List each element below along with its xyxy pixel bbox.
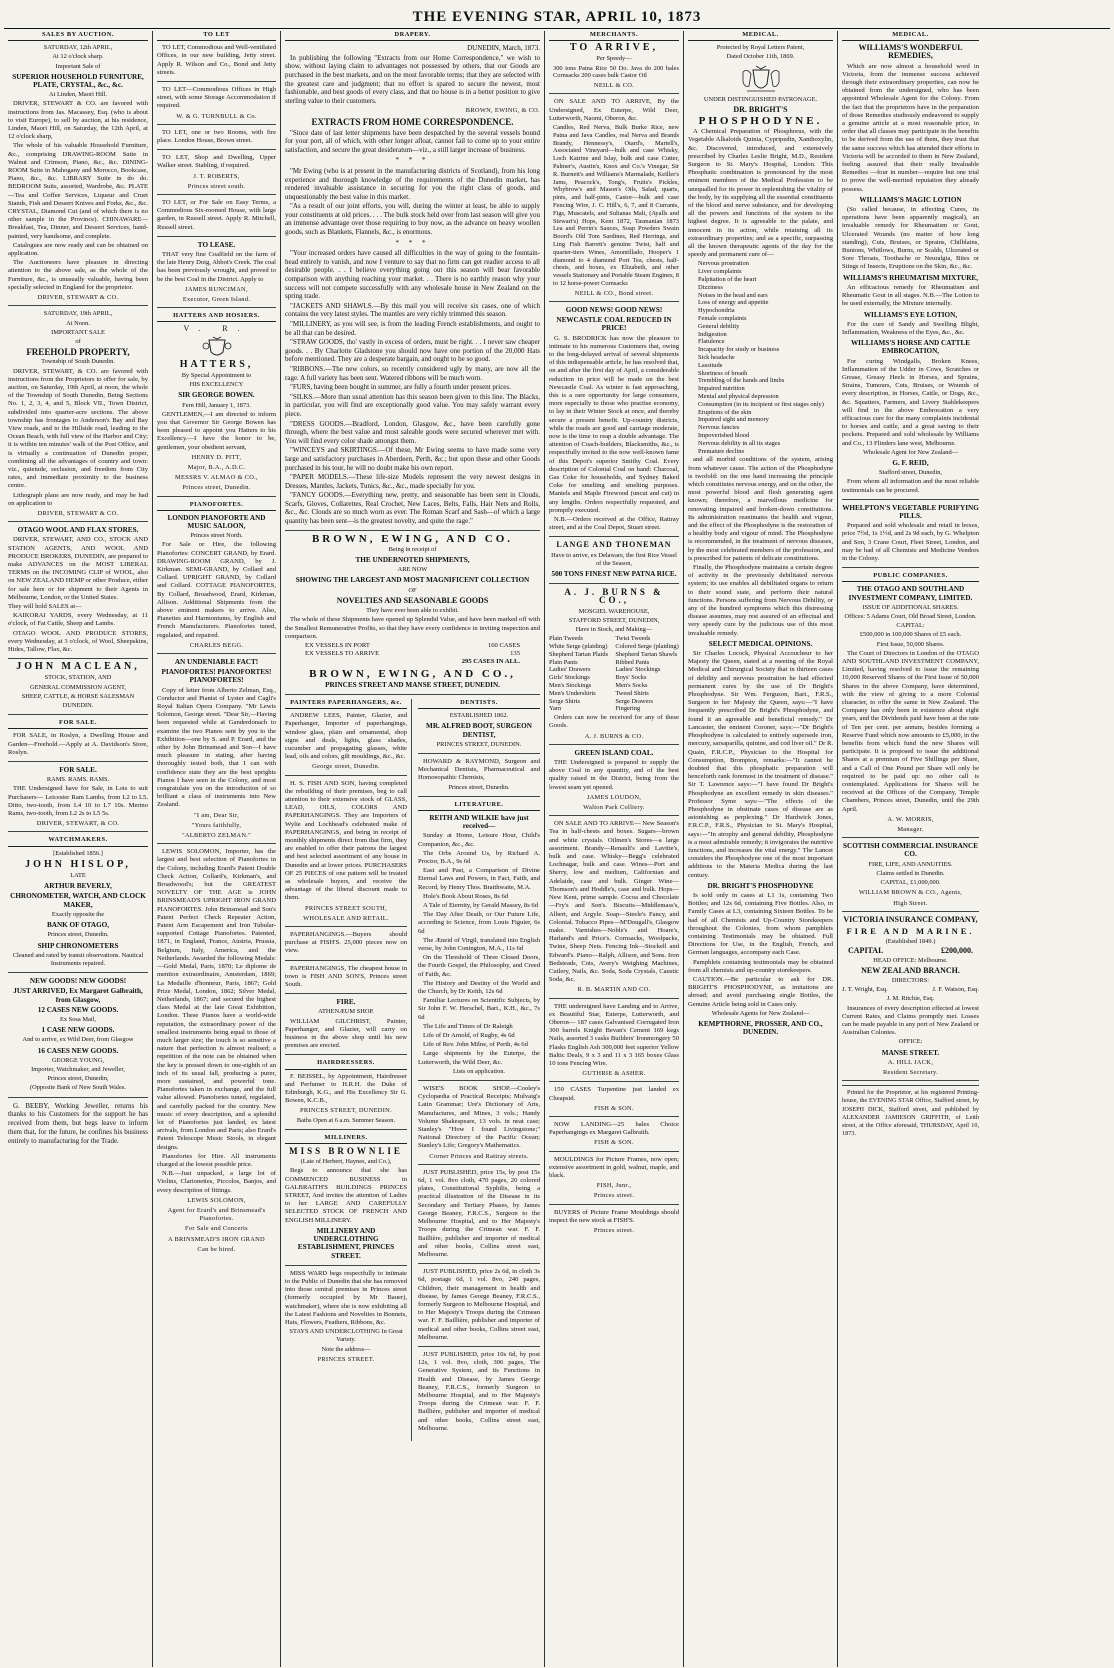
coal-ad: GOOD NEWS! GOOD NEWS! NEWCASTLE COAL REDUCED IN PRICE! G. S. BRODRICK has now the pleasure to intimate to his numerous Customers that, owing to the long-delayed arrival of several shipments of this indispensable article, he has resolved that, on and after the first day of April, a considerable reduction in price will be made on the best Newcastle Coal. As winter is fast approaching, this is a rare opportunity for large consumers, more especially to those who practise economy, to lay in their Winter Stock at once, and thereby secure a present benefit. Up-country districts, while the roads are good and carriage moderate, now is the time to reap a double advantage. The attention of Coach-builders, Blacksmiths, &c., is respectfully invited to the now well-known fame of this Depot's superior Smithy Coal. Every description of Colonial Coal on hand: Charcoal, Gas Coke for households, and Sydney Baked Coke for smelting and smelting purposes. Mantels and Maple Firewood (uncut and cut) in any lengths. Orders respectfully requested, and promptly executed. N.B.—Orders received at the Office, Rattray street, and at the Coal Depot, Stuart street. xyxy=(549,306,679,537)
piano-saloon-ad: LONDON PIANOFORTE AND MUSIC SALOON, Princes street North. For Sale or Hire, the following Pianofortes: CONCERT GRAND, by Erard. DRAWING-ROOM GRAND, by J. Kirkman. SEMI-GRAND, by Collard and Collard. UPRIGHT GRAND, by Collard and Collard. COTTAGE PIANOFORTES, By Collard, Broadwood, Erard, Kirkman, Allison. Additional Shipments from the above eminent makers to arrive. Also, Pianettes and Harmoniums, by English and French Manufacturers. Pianofortes tuned, regulated, and repaired. CHARLES BEGG. xyxy=(157,514,276,654)
to-let-ad: TO LET, Shop and Dwelling, Upper Walker street. Stabling, if required. J. T. ROBERTS, Princes street south. xyxy=(157,154,276,195)
maclean-ad: JOHN MACLEAN, STOCK, STATION, AND GENERAL COMMISSION AGENT, SHEEP, CATTLE, & HORSE SALESMAN DUNEDIN. xyxy=(8,663,148,715)
to-let-ad: TO LET, one or two Rooms, with fire place. London House, Brown street. xyxy=(157,129,276,150)
neill-sale-ad: ON SALE AND TO ARRIVE, By the Undersigned, Ex Euterpe, Wild Deer, Lutterworth, Naomi, Oberon, &c. Candles, Red Nerva, Bulk Burke Rice, new Patna and Java Candles, real Nerva and Brands Brandy, Hennessy's, Otard's, Martell's, Associated Vineyard—bulk and case Whisky, Loch Katrine and Islay, bulk and case Cutter, Palmer's, Austin's, Knox and Co.'s Vinegar, Sir R. Burnett's and Williams's Marmalade, Keiller's Jams, Peacock's, Tong's, Fruits's Pickles, Whybrow's and Mason's Oils, Salad, quarts, pints, and half-pints, Castor—bulk and case Fencing Wire, J. C. Hill's, 6, 7, and 8 Currants, Figs, Muscatels, and Sultanas Malt, (Ayalls and Stewart's) Hops, Kent 1872, Tasmanian 1873 Lea and Perrin's Sauces, Soap Powders Swain Boord's Old Tom Sardines, Red Herrings, and Ling Fish Barrett's genuine Twist, half and quarter-tiers Wines, Amontillado, Hooper's 1 diamond to 4 diamond Port Tea, chests, half-chests, and boxes, ex Elizabeth, and other vessels Stationary and Portable Steam Engines, 8 to 12 horse-power Cornsacks NEILL & CO., Bond street. xyxy=(549,98,679,302)
auction-ad-furniture: SATURDAY, 12th APRIL, At 12 o'clock sharp. Important Sale of SUPERIOR HOUSEHOLD FURNITURE, PLATE, CRYSTAL, &c., &c. At Linden, Maori Hill. DRIVER, STEWART & CO. are favored with instructions from Jas. Macassey, Esq. (who is about to visit Europe), to sell by auction, at his residence, Linden, Maori Hill, on Saturday, the 12th April, at 12 o'clock sharp, The whole of his valuable Household Furniture, &c., comprising DRAWING-ROOM Suite in Walnut and Crimson, Piano, &c., &c. DINING-ROOM Suite in Mahogany and Morocco, Bookcase, Piano, &c., &c. LIBRARY Suite in do do. BEDROOM Suits, assorted, Wardrobe, &c. PLATE—Tea and Coffee Services, Liqueur and Cruet Stands, Fish and Dessert Knives and Forks, &c., &c. CRYSTAL, Diamond Cut (and of which there is no other sample in the Province). CHINAWARE—Breakfast, Tea, Dinner, and Dessert Services, hand-painted, very handsome, and complete. Catalogues are now ready and can be obtained on application. The Auctioneers have pleasure in directing attention to the above sale, as the whole of the Furniture, &c., is unusually valuable, having been specially selected in England for the proprietor. DRIVER, STEWART & CO. xyxy=(8,44,148,306)
columns xyxy=(4,31,1110,1667)
whelpton-pills-ad: WHELPTON'S VEGETABLE PURIFYING PILLS. Prepared and sold wholesale and retail in boxes, price 7½d, 1s 1½d, and 2s 9d each, by G. Whelpton and Son, 3 Crane Court, Fleet Street, London, and may be had of all Chemists and Medicine Vendors in the Colony. xyxy=(842,504,979,568)
column-heading: MEDICAL. xyxy=(688,31,833,41)
section-heading: HATTERS AND HOSIERS. xyxy=(157,312,276,322)
williams-remedies-ad: WILLIAMS'S WONDERFUL REMEDIES, Which are now almost a household word in Victoria, from the immense success achieved through their extraordinary properties, can now be obtained from the undersigned, who has been appointed Wholesale Agent for the Colony. From the fact that the proprietors have in the preparation of those Remedies studiously endeavored to supply a genuine article at a most reasonable price, in order that all classes may participate in the benefits to be derived from the use of them, they trust that the same success which has attended their efforts in Victoria will be accorded to them in New Zealand, feeling assured that their really Invaluable Remedies —four in number—require but one trial to prove the well-merited reputation they already possess. WILLIAMS'S MAGIC LOTION (So called because, in effecting Cures, its operations have been apparently magical), an invaluable remedy for Rheumatism or Gout, Ulcerated Wounds (no matter of how long standing), Cuts, Bruises, or Sprains, Chilblains, Bunions, Whitlows, Burns, or Scalds, Ulcerated or Sore Throats, Toothache or Neuralgia, Bites or Stings of Insects, Eruptions on the Skin, &c., &c. WILLIAMS'S RHEUMATISM MIXTURE, An efficacious remedy for Rheumatism and Rheumatic Gout in all stages. N.B.—The Lotion to be used externally, the Mixture internally. WILLIAMS'S EYE LOTION, For the cure of Sandy and Swelling Blight, Inflammation, Weakness of the Eyes, &c., &c. WILLIAMS'S HORSE AND CATTLE EMBROCATION, For curing Windgalls, Broken Knees, Inflammation of the Udder in Cows, Scratches or Grease, Greasy Heels in Horses, and Sprains, Strains, Tumours, Cuts, Bruises, or Wounds of every description, in Horses, Cattle, or Dogs, &c., &c. Squatters, Farmers, and Livery Stablekeepers will find in the above Embrocation a very efficacious cure for the many complaints incidental to horses and cattle, and a great saving to their pockets. Prepared and sold wholesale by Williams and Co., 13 Flinders lane west, Melbourne. Wholesale Agent for New Zealand— G. F. REID, Stafford street, Dunedin, From whom all information and the most reliable testimonials can be procured. xyxy=(842,44,979,500)
to-let-ad: TO LET—Commodious Offices in High street, with some Storage Accommodation if required. W. & G. TURNBULL & Co. xyxy=(157,86,276,125)
ad-title: FREEHOLD PROPERTY, xyxy=(26,347,130,358)
auction-ad-freehold: SATURDAY, 19th APRIL, At Noon. IMPORTANT SALE of FREEHOLD PROPERTY, Township of South Dunedin. DRIVER, STEWART, & CO. are favored with instructions from the Proprietors to offer for sale, by auction, on Saturday, 19th April, at noon, the whole of the Township of South Dunedin, Being Sections No. 1, 2, 3, 4, and 5, Block VII., Town District, subdivided into quarter-acre sections. The above township has frontages to Anderson's Bay and Bay View roads, and to the Hillside road, leading to the Ocean Beach, with full view of the Harbor and City; it is within ten minutes' walk of the Post Office, and is virtually a continuation of Dunedin proper, combining all the advantages of country and town: viz., quietude, seclusion, and freedom from City rates, and immediate proximity to the business centre. Lithograph plans are now ready, and may be had on application to DRIVER, STEWART & CO. xyxy=(8,310,148,522)
to-let-ad: TO LET, Commodious and Well-ventilated Offices, in our new building, Jetty street. Apply R. Wilson and Co., Bond and Jetty streets. xyxy=(157,44,276,82)
column-heading: SALES BY AUCTION. xyxy=(8,31,148,41)
boot-dentist-ad: ESTABLISHED 1862. MR. ALFRED BOOT, SURGEON DENTIST, PRINCES STREET, DUNEDIN. xyxy=(418,712,540,754)
column-drapery xyxy=(281,31,545,1667)
books-subcolumn: DENTISTS. ESTABLISHED 1862. MR. ALFRED BOOT, SURGEON DENTIST, PRINCES STREET, DUNEDIN. HOWARD & RAYMOND, Surgeon and Mechanical Dentists, Pharmaceutical and Homoeopathic Chemists, Princes street, Dunedin. LITERATURE. REITH AND WILKIE have just received— Sunday at Home, Leisure Hour, Child's Companion, &c., &c. The Orbs Around Us, by Richard A. Proctor, B.A., 9s 6d East and Past, a Comparison of Divine Eternal Laws and Powers, in Fact, Faith, and Record, by Henry Thos. Braithwaite, M.A. Hole's Book About Roses, 8s 6d A Tale of Eternity, by Gerald Massey, 8s 6d The Day After Death, or Our Future Life, according to Science, from Louis Figuier, 6s 6d The Æneid of Virgil, translated into English verse, by John Conington, M.A., 11s 6d On the Threshold of Three Closed Doors, the Fourth Gospel, the Philosophy, and Creed of Faith, &c. The History and Destiny of the World and the Church, by Dr Keith, 12s 6d Familiar Lectures on Scientific Subjects, by Sir John F. W. Herschel, Bart., K.H., &c., 7s 6d The Life and Times of Dr Raleigh Life of Dr Arnold, of Rugby, 4s 6d Life of Rev. John Milne, of Perth, 4s 6d Large shipments by the Euterpe, the Lutterworth, the Wild Deer, &c. Lists on application. WISE'S BOOK SHOP.—Cooley's Cyclopædia of Practical Receipts; Mulvaig's Latin Grammar; Ure's Dictionary of Arts, Manufactures, and Mines, 3 vols.; Handy Volume Shakespeare, 13 vols. in neat case; Stanley's "How I found Livingstone;" National Directory of the Pacific Ocean; Stanley's Life; Gregory's Mathematics. Corner Princes and Rattray streets. JUST PUBLISHED, price 15s, by post 15s 6d, 1 vol. 8vo cloth, 470 pages, 20 colored plates, Constitutional Syphilis, being a practical illustration of the Disease in its Secondary and Tertiary Phases, by James George Beaney, F.R.C.S., Surgeon to the Melbourne Hospital, and to Her Majesty's Troops during the Crimean war. F. F. Baillière, publisher and importer of medical and other books, Collins street east, Melbourne. JUST PUBLISHED, price 2s 6d, in cloth 3s 6d, postage 6d, 1 vol. 8vo, 240 pages, Children, their management in health and disease, by James George Beaney, F.R.C.S., formerly Surgeon to Melbourne Hospital, and to Her Majesty's Troops during the Crimean war. F. F. Baillière, publisher and importer of medical and other books, Collins street east, Melbourne. JUST PUBLISHED, price 10s 6d, by post 12s, 1 vol. 8vo, cloth, 306 pages, The Generative System, and its Functions in Health and Disease, by James George Beaney, F.R.C.S., formerly Surgeon to Melbourne Hospital, and to Her Majesty's Troops during the Crimean war. F. F. Baillière, publisher and importer of medical and other books, Collins street east, Melbourne. xyxy=(418,698,540,1432)
solomon-ad: LEWIS SOLOMON, Importer, has the largest and best selection of Pianofortes in the Colony, including Erard's Patent Double Check Action, Collard's, Kirkman's, and Broadwood's; but the GREATEST NOVELTY OF THE AGE is JOHN BRINSMEAD'S UPRIGHT IRON GRAND PIANOFORTES. John Brinsmead and Son's Patent Perfect Check Repeater Action, Patent Arm Escapement and Iron Tubular-supported Cottage Pianofortes. Patented, 1871, in England, France, Austria, Prussia, Belgium, Italy, America, and the Netherlands. Awarded the following Medals:—Gold Medal, Paris, 1870; Le diplome de mention extraordinaire, Amsterdam, 1869; La Medaille d'honneur, Paris, 1867; Gold Prize Medal, London, 1862; Silver Medal, Netherlands, 1867; and secured the highest class Medal at the late Great Exhibition, London. These Pianos have a world-wide reputation, the extraordinary power of the smallest instruments being equal to those of much larger size; the touch is so sensitive a nature that perfection is almost realised; a repetition of the note can be obtained when the key is pressed down to one-eighth of an inch of its usual fall, producing a purer, more sustained, and powerful tone. Pianofortes taken in exchange, and the full value allowed. Pianofortes tuned, regulated, and carefully packed for the country. New music of every description, and a splendid lot of Pianofortes just landed, ex latest arrivals, from London and Paris; also Erard's Patent Telescope Music Stools, in elegant designs. Pianofortes for Hire. All instruments charged at the lowest possible price. N.B.—Just unpacked, a large lot of Violins, Clarionettes, Piccolos, Banjos, and every description of fittings. LEWIS SOLOMON, Agent for Erard's and Brinsmead's Pianofortes. For Sale and Concerts A BRINSMEAD'S IRON GRAND Can be hired. xyxy=(157,848,276,1253)
section-heading: PIANOFORTES. xyxy=(157,501,276,511)
column-medical-phosphodyne xyxy=(684,31,838,1667)
newspaper-title: THE EVENING STAR, APRIL 10, 1873 xyxy=(412,9,702,25)
lees-ad: ANDREW LEES, Painter, Glazier, and Paperhanger, Importer of paperhangings, window glass, plain and ornamental, shop signs and deals, lights, glass shades, cucumber and propagating glasses, white lead, oils and colors, gilt mouldings, &c., &c. George street, Dunedin. xyxy=(285,712,407,775)
beeby-ad: G. BEEBY, Working Jeweller, returns his thanks to his Customers for the support he has received from them, but begs leave to inform them that, for the future, he confines his business entirely to manufacturing for the Trade. xyxy=(8,1101,148,1145)
beissel-ad: F. BEISSEL, by Appointment, Hairdresser and Perfumer to H.R.H. the Duke of Edinburgh, K.G., and His Excellency Sir G. Bowen, K.C.B., PRINCES STREET, DUNEDIN. Baths Open at 6 a.m. Summer Season. xyxy=(285,1073,407,1130)
martin-sale-ad: ON SALE AND TO ARRIVE— New Season's Tea in half-chests and boxes. Sugars—brown and white crystals. Oilmen's Stores—a large assortment. Brandy—Renault's and Lavitte's, bulk and case. Whisky—Begg's celebrated Lochnagar, bulk and case. Wines—Port and Sherry, low and medium, Californian and Adelaide, case and bulk. Ginger Wine—Thomson's and Hoddle's, case and bulk. Hops—New Kent, prime sample. Cocoa and Chocolate—Fry's and Son's. Biscuits—Middlemass's, Albert, and Argyle. Soap—Steele's Fancy, and Colonial. Tobacco Pipes—M'Dougall's, Glasgow make. Varnishes—Noble's and Hoare's, Harland's and Price's. Cornsacks, Woolpacks, Twine, Sheep Nets. Fencing Ink—Stockell and Edward's. Piano—Ralph, Allison, and Sons. Iron Bedsteads, Cots, Avery's Weighing Machines, Cutlery, Nails, &c. Soda, Soda Crystals, Caustic Soda, &c. R. B. MARTIN AND CO. xyxy=(549,820,679,998)
section-heading: WATCHMAKERS. xyxy=(8,836,148,846)
wise-book-shop-ad: WISE'S BOOK SHOP.—Cooley's Cyclopædia of Practical Receipts; Mulvaig's Latin Grammar; Ure's Dictionary of Arts, Manufactures, and Mines, 3 vols.; Handy Volume Shakespeare, 13 vols. in neat case; Stanley's "How I found Livingstone;" National Directory of the Pacific Ocean; Stanley's Life; Gregory's Mathematics. Corner Princes and Rattray streets. xyxy=(418,1085,540,1165)
column-heading: TO LET xyxy=(157,31,276,41)
column-merchants: MERCHANTS. TO ARRIVE, Per Speedy— 300 tons Patna Rice 50 Do. Java do 200 bales Cornsacks 200 cases bulk Castor Oil NEILL & CO. ON SALE AND TO ARRIVE, By the Undersigned, Ex Euterpe, Wild Deer, Lutterworth, Naomi, Oberon, &c. Candles, Red Nerva, Bulk Burke Rice, new Patna and Java Candles, real Nerva and Brands Brandy, Hennessy's, Otard's, Martell's, Associated Vineyard—bulk and case Whisky, Loch Katrine and Islay, bulk and case Cutter, Palmer's, Austin's, Knox and Co.'s Vinegar, Sir R. Burnett's and Williams's Marmalade, Keiller's Jams, Peacock's, Tong's, Fruits's Pickles, Whybrow's and Mason's Oils, Salad, quarts, pints, and half-pints, Castor—bulk and case Fencing Wire, J. C. Hill's, 6, 7, and 8 Currants, Figs, Muscatels, and Sultanas Malt, (Ayalls and Stewart's) Hops, Kent 1872, Tasmanian 1873 Lea and Perrin's Sauces, Soap Powders Swain Boord's Old Tom Sardines, Red Herrings, and Ling Fish Barrett's genuine Twist, half and quarter-tiers Wines, Amontillado, Hooper's 1 diamond to 4 diamond Port Tea, chests, half-chests, and boxes, ex Elizabeth, and other vessels Stationary and Portable Steam Engines, 8 to 12 horse-power Cornsacks NEILL & CO., Bond street. GOOD NEWS! GOOD NEWS! NEWCASTLE COAL REDUCED IN PRICE! G. S. BRODRICK has now the pleasure to intimate to his numerous Customers that, owing to the long-delayed arrival of several shipments of this indispensable article, he has resolved that, on and after the first day of April, a considerable reduction in price will be made on the best Newcastle Coal. As winter is fast approaching, this is a rare opportunity for large consumers, more especially to those who practise economy, to lay in their Winter Stock at once, and thereby secure a present benefit. Up-country districts, while the roads are good and carriage moderate, now is the time to reap a double advantage. The attention of Coach-builders, Blacksmiths, &c., is respectfully invited to the now well-known fame of this Depot's superior Smithy Coal. Every description of Colonial Coal on hand: Charcoal, Gas Coke for households, and Sydney Baked Coke for smelting and smelting purposes. Mantels and Maple Firewood (uncut and cut) in any lengths. Orders respectfully requested, and promptly executed. N.B.—Orders received at the Office, Rattray street, and at the Coal Depot, Stuart street. LANGE AND THONEMAN Have to arrive, ex Delaware, the first Rice Vessel of the Season, 500 TONS FINEST NEW PATNA RICE. A. J. BURNS & CO., MOSGIEL WAREHOUSE, STAFFORD STREET, DUNEDIN, Have in Stock, and Making— Plain Tweeds White Serge (plaiding) Shepherd Tartan Plaids Plain Pants Ladies' Drawers Girls' Stockings Men's Stockings Men's Undershirts Serge Shirts Yarn Twist Tweeds Colored Serge (plaiding) Shepherd Tartan Shawls Ribbed Pants Ladies' Stockings Boys' Socks Men's Socks Tweed Shirts Serge Drawers Fingering Orders can now be received for any of these Goods. A. J. BURNS & CO. GREEN ISLAND COAL. THE Undersigned is prepared to supply the above Coal in any quantity, and of the best quality raised in the District, being from the lowest seam yet opened. JAMES LOUDON, Walton Park Colliery. ON SALE AND TO ARRIVE— New Season's Tea in half-chests and boxes. Sugars—brown and white crystals. Oilmen's Stores—a large assortment. Brandy—Renault's and Lavitte's, bulk and case. Whisky—Begg's celebrated Lochnagar, bulk and case. Wines—Port and Sherry, low and medium, Californian and Adelaide, case and bulk. Ginger Wine—Thomson's and Hoddle's, case and bulk. Hops—New Kent, prime sample. Cocoa and Chocolate—Fry's and Son's. Biscuits—Middlemass's, Albert, and Argyle. Soap—Steele's Fancy, and Colonial. Tobacco Pipes—M'Dougall's, Glasgow make. Varnishes—Noble's and Hoare's, Harland's and Price's. Cornsacks, Woolpacks, Twine, Sheep Nets. Fencing Ink—Stockell and Edward's. Piano—Ralph, Allison, and Sons. Iron Bedsteads, Cots, Avery's Weighing Machines, Cutlery, Nails, &c. Soda, Soda Crystals, Caustic Soda, &c. R. B. MARTIN AND CO. THE undersigned have Landing and to Arrive, ex Beautiful Star, Euterpe, Lutterworth, and Oberon— 187 cases Galvanised Corrugated Iron 300 barrels Knight Bevan's Cement 169 kegs Nails, assorted 3 casks Builders' Ironmongery 50 Flasks English Ash 300,000 feet superior Yellow Baltic Deals, 9 x 3 and 11 x 3 165 boxes Glass 10 tons Fencing Wire. GUTHRIE & ASHER. 150 CASES Turpentine just landed ex Cheapsid. FISH & SON. NOW LANDING—25 bales Choice Paperhangings ex Margaret Galbraith. FISH & SON. MOULDINGS for Picture Frames, now open; extensive assortment in gold, walnut, maple, and black. FISH, Junr., Princes street. BUYERS of Picture Frame Mouldings should inspect the new stock at FISH'S. Princes street. xyxy=(545,31,684,1667)
section-heading: PUBLIC COMPANIES. xyxy=(842,572,979,582)
howard-raymond-ad: HOWARD & RAYMOND, Surgeon and Mechanical Dentists, Pharmaceutical and Homoeopathic Chemists, Princes street, Dunedin. xyxy=(418,758,540,797)
brownlie-ad: MISS BROWNLIE (Late of Herbert, Haynes, and Co.), Begs to announce that she has COMMENCED BUSINESS in GALBRAITH'S BUILDINGS PRINCES STREET, And invites the attention of Ladies to her LARGE AND CAREFULLY SELECTED STOCK OF FRENCH AND ENGLISH MILLINERY. MILLINERY AND UNDERCLOTHING ESTABLISHMENT, PRINCES STREET. xyxy=(285,1147,407,1266)
hislop-ad: [Established 1856.] JOHN HISLOP, LATE ARTHUR BEVERLY, CHRONOMETER, WATCH, AND CLOCK MAKER, Exactly opposite the BANK OF OTAGO, Princes street, Dunedin. SHIP CHRONOMETERS Cleaned and rated by transit observations. Nautical Instruments repaired. xyxy=(8,850,148,973)
ad-signature: DRIVER, STEWART & CO. xyxy=(37,509,119,517)
victoria-insurance-ad: VICTORIA INSURANCE COMPANY, FIRE AND MARINE. (Established 1849.) CAPITAL £200,000. HEAD OFFICE: Melbourne. NEW ZEALAND BRANCH. DIRECTORS: J. T. Wright, Esq. J. F. Watson, Esq. J. M. Ritchie, Esq. Insurances of every description effected at lowest Current Rates, and Claims promptly met. Losses can be made payable in any port of New Zealand or Australian Colonies. OFFICE: MANSE STREET. A. HILL JACK, Resident Secretary. xyxy=(842,916,979,1081)
royal-arms-icon xyxy=(739,64,783,94)
ward-ad: MISS WARD begs respectfully to intimate to the Public of Dunedin that she has removed into those central premises in Princes street (formerly occupied by Mr Bauer), watchmaker), where she is now exhibiting all the Latest Fashions and Novelties in Bonnets, Hats, Flowers, Feathers, Ribbons, &c. STAYS AND UNDERCLOTHING In Great Variety. Note the address— PRINCES STREET. xyxy=(285,1269,407,1363)
green-island-coal-ad: GREEN ISLAND COAL. THE Undersigned is prepared to supply the above Coal in any quantity, and of the best quality raised in the District, being from the lowest seam yet opened. JAMES LOUDON, Walton Park Colliery. xyxy=(549,749,679,816)
lange-thoneman-ad: LANGE AND THONEMAN Have to arrive, ex Delaware, the first Rice Vessel of the Season, 500 TONS FINEST NEW PATNA RICE. xyxy=(549,541,679,584)
burns-mosgiel-ad: A. J. BURNS & CO., MOSGIEL WAREHOUSE, STAFFORD STREET, DUNEDIN, Have in Stock, and Making— Plain Tweeds White Serge (plaiding) Shepherd Tartan Plaids Plain Pants Ladies' Drawers Girls' Stockings Men's Stockings Men's Undershirts Serge Shirts Yarn Twist Tweeds Colored Serge (plaiding) Shepherd Tartan Shawls Ribbed Pants Ladies' Stockings Boys' Socks Men's Socks Tweed Shirts Serge Drawers Fingering Orders can now be received for any of these Goods. A. J. BURNS & CO. xyxy=(549,588,679,745)
printer-imprint: Printed for the Proprietor, at his registered Printing-house, the EVENING STAR Office, Stafford street, by JOSEPH DICK, Stafford street, and published by ALEXANDER JAMIESON GRIFFITH, of Leith street, at the Office aforesaid, THURSDAY, April 10, 1873. xyxy=(842,1089,979,1138)
column-heading: DRAPERY. xyxy=(285,31,540,41)
roslyn-sale-ad: FOR SALE, in Roslyn, a Dwelling House and Garden—Freehold.—Apply at A. Davidson's Store, Roslyn. xyxy=(8,732,148,762)
rams-sale-ad: FOR SALE. RAMS. RAMS. RAMS. THE Undersigned have for Sale, in Lots to suit Purchasers— Leicester Ram Lambs, from L2 to L5. Ditto, two-tooth, from L4 10 to L7 10s. Merino Rams, two-tooth, from L2 2s to L5 5s. DRIVER, STEWART, & CO. xyxy=(8,766,148,832)
hatters-ad: V. R. HATTERS, By Special Appointment to HIS EXCELLENCY SIR GEORGE BOWEN. Fern Hill, January 1, 1873. GENTLEMEN,—I am directed to inform you that Governor Sir George Bowen has been pleased to appoint you Hatters to his Excellency.—I have the honor to be, gentlemen, your obedient servant, HENRY D. PITT, Major, B.A., A.D.C. MESSRS V. ALMAO & CO., Princes street, Dunedin. xyxy=(157,325,276,496)
guthrie-asher-ad: THE undersigned have Landing and to Arrive, ex Beautiful Star, Euterpe, Lutterworth, and Oberon— 187 cases Galvanised Corrugated Iron 300 barrels Knight Bevan's Cement 169 kegs Nails, assorted 3 casks Builders' Ironmongery 50 Flasks English Ash 300,000 feet superior Yellow Baltic Deals, 9 x 3 and 11 x 3 165 boxes Glass 10 tons Fencing Wire. GUTHRIE & ASHER. xyxy=(549,1003,679,1083)
to-arrive-ad: TO ARRIVE, Per Speedy— 300 tons Patna Rice 50 Do. Java do 200 bales Cornsacks 200 cases bulk Castor Oil NEILL & CO. xyxy=(549,44,679,94)
reith-wilkie-ad: REITH AND WILKIE have just received— Sunday at Home, Leisure Hour, Child's Companion, &c., &c. The Orbs Around Us, by Richard A. Proctor, B.A., 9s 6d East and Past, a Comparison of Divine Eternal Laws and Powers, in Fact, Faith, and Record, by Henry Thos. Braithwaite, M.A. Hole's Book About Roses, 8s 6d A Tale of Eternity, by Gerald Massey, 8s 6d The Day After Death, or Our Future Life, according to Science, from Louis Figuier, 6s 6d The Æneid of Virgil, translated into English verse, by John Conington, M.A., 11s 6d On the Threshold of Three Closed Doors, the Fourth Gospel, the Philosophy, and Creed of Faith, &c. The History and Destiny of the World and the Church, by Dr Keith, 12s 6d Familiar Lectures on Scientific Subjects, by Sir John F. W. Herschel, Bart., K.H., &c., 7s 6d The Life and Times of Dr Raleigh Life of Dr Arnold, of Rugby, 4s 6d Life of Rev. John Milne, of Perth, 4s 6d Large shipments by the Euterpe, the Lutterworth, the Wild Deer, &c. Lists on application. xyxy=(418,814,540,1081)
column-to-let xyxy=(153,31,281,1667)
ad-title: SUPERIOR HOUSEHOLD FURNITURE, PLATE, CRYSTAL, &c., &c. xyxy=(12,72,144,90)
brown-ewing-correspondence: DUNEDIN, March, 1873. In publishing the following "Extracts from our Home Correspondence," we wish to show, without laying claim to advantages not possessed by others, that our Goods are purchased in the best markets, and on the most favorable terms; that they are selected with the greatest care and judgment; that no effort is spared to secure the newest, most fashionable, and best goods of every class, and that no house is in a better position to give sterling value to their customers. BROWN, EWING, & CO. EXTRACTS FROM HOME CORRESPONDENCE. "Since date of last letter shipments have been despatched by the several vessels bound for your port, all of which, with other longer afloat, cannot fail to come up to your entire satisfaction, and secure the great desideratum—viz., a still larger increase of business. * * * "Mr Ewing (who is at present in the manufacturing districts of Scotland), from his long experience and thorough knowledge of the requirements of the Dunedin market, has rendered invaluable assistance in securing for you the right class of goods, and unquestionably the best value in this market. "As a result of our joint efforts, you will, during the winter at least, be able to supply your constituents at old prices. . . . The bulk stock held over from last season will give you an immense advantage over those requiring to buy now, as the advance on heavy woollen goods, such as Blankets, Flannels, &c., is enormous. * * * "Your increased orders have caused all difficulties in the way of going to the fountain-head entirely to vanish, and now I venture to say that no firm can get readier access to all desirable people. . . I believe everything going out this season will bear favorable comparison with anything reaching your market. . . There is no earthly reason why your success will not compete successfully with any wholesale house in New Zealand on the spring trade. "JACKETS AND SHAWLS.—By this mail you will receive six cases, one of which contains the very latest styles. The mantles are very richly trimmed this season. "MILLINERY, as you will see, is from the leading French establishments, and ought to be all that can be desired. "STRAW GOODS, tho' vastly in excess of orders, must be right. . . I never saw cheaper goods. . . By Charlotte Gladstone you should now have one portion of the 20,000 Hats before mentioned. They are a desperate bargain, and ought to be so good. "RIBBONS.—The new colors, so recently considered ugly by many, are now all the rage. A full variety has been sent. Watered ribbons will be much worn. "FURS, having been bought in summer, are fully a fourth under present prices. "SILKS.—More than usual attention has this season been given to this line. The Blacks, in particular, you will find are exceptionally good value. You may safely warrant every piece. "DRESS GOODS.—Bradford, London, Glasgow, &c., have been carefully gone through, where the best value and most saleable goods were secured wherever met with. You will find every color shade amongst them. "WINCEYS and SKIRTINGS.—Of these, Mr Ewing seems to have made some very large and satisfactory purchases in Aberdeen, Perth, &c.; but upon these and other Goods purchased in his tour, he will no doubt make his own report. "PAPER MODELS.—These life-size Models represent the very newest designs in Dresses, Mantles, Jackets, Tunics, &c., &c., made specially for you. "FANCY GOODS.—Everything new, pretty, and seasonable has been sent in Clouds, Scarfs, Gloves, Collarettes, Real Crochet, New Laces, Belts, Falls, Hair Nets and Rolls, &c., &c. Clouds are so much worn as ever. The Roman Scarf and Sash—of which a large quantity has been sent—is the greatest novelty, and quite the rage." xyxy=(285,44,540,530)
column-medical-companies xyxy=(838,31,983,1667)
section-heading: FOR SALE. xyxy=(8,719,148,729)
to-lease-ad: TO LEASE. THAT very fine Coalfield on the farm of the late Henry Doig, Abbot's Creek. The coal has been previously wrought, and proved to be the best Coal in the District. Apply to JAMES RUNCIMAN, Executor, Green Island. xyxy=(157,241,276,308)
column-sales-by-auction xyxy=(4,31,153,1667)
wool-stores-ad: OTAGO WOOL AND FLAX STORES. DRIVER, STEWART, AND CO., STOCK AND STATION AGENTS, AND WOOL AND PRODUCE BROKERS, DUNEDIN, are prepared to make ADVANCES on the MOST LIBERAL TERMS on the INCOMING CLIP of WOOL, also on NEW ZEALAND HEMP or other Produce, either for sale here or for shipment to their Agents in Melbourne, London, or the United States. They will hold SALES at— KAIKORAI YARDS, every Wednesday, at 11 o'clock, of Fat Cattle, Sheep and Lambs. OTAGO WOOL AND PRODUCE STORES, every Wednesday, at 3 o'clock, of Wool, Sheepskins, Hides, Tallow, Flax, &c. xyxy=(8,526,148,659)
royal-arms-icon xyxy=(201,336,233,358)
trades-subcolumn: PAINTERS PAPERHANGERS, &c. ANDREW LEES, Painter, Glazier, and Paperhanger, Importer of paperhangings, window glass, plain and ornamental, shop signs and deals, lights, glass shades, cucumber and propagating glasses, white lead, oils and colors, gilt mouldings, &c., &c. George street, Dunedin. H. S. FISH AND SON, having completed the rebuilding of their premises, beg to call attention to their extensive stock of GLASS, LEAD, OILS, COLORS AND PAPERHANGINGS. They are Importers of Wylie and Lochhead's celebrated make of PAPERHANGINGS, and being in receipt of monthly shipments direct from that firm, they are enabled to offer their patrons the largest and best selected assortment of any house in Dunedin and at lower prices. PURCHASERS OF 25 PIECES of one pattern will be treated as wholesale buyers, and receive the advantage of the liberal discount made to them. PRINCES STREET SOUTH, WHOLESALE AND RETAIL. PAPERHANGINGS.—Buyers should purchase at FISH'S. 25,000 pieces now on view. PAPERHANGINGS, The cheapest house in town is FISH AND SON'S, Princes street South. FIRE. ATHENÆUM SHOP. WILLIAM GILCHRIST, Painter, Paperhanger, and Glazier, will carry on business in the above shop until his new premises are erected. HAIRDRESSERS. F. BEISSEL, by Appointment, Hairdresser and Perfumer to H.R.H. the Duke of Edinburgh, K.G., and His Excellency Sir G. Bowen, K.C.B., PRINCES STREET, DUNEDIN. Baths Open at 6 a.m. Summer Season. MILLINERS. MISS BROWNLIE (Late of Herbert, Haynes, and Co.), Begs to announce that she has COMMENCED BUSINESS in GALBRAITH'S BUILDINGS PRINCES STREET, And invites the attention of Ladies to her LARGE AND CAREFULLY SELECTED STOCK OF FRENCH AND ENGLISH MILLINERY. MILLINERY AND UNDERCLOTHING ESTABLISHMENT, PRINCES STREET. MISS WARD begs respectfully to intimate to the Public of Dunedin that she has removed into those central premises in Princes street (formerly occupied by Mr Bauer), watchmaker), where she is now exhibiting all the Latest Fashions and Novelties in Bonnets, Hats, Flowers, Feathers, Ribbons, &c. STAYS AND UNDERCLOTHING In Great Variety. Note the address— PRINCES STREET. xyxy=(285,699,412,1441)
young-ad: NEW GOODS! NEW GOODS! JUST ARRIVED, Ex Margaret Galbraith, from Glasgow, 12 CASES NEW GOODS. Ex Sosa Mail, 1 CASE NEW GOODS. And to arrive, ex Wild Deer, from Glasgow 16 CASES NEW GOODS. GEORGE YOUNG, Importer, Watchmaker, and Jeweller, Princes street, Dunedin, (Opposite Bank of New South Wales. xyxy=(8,977,148,1097)
otago-southland-investment-ad: THE OTAGO AND SOUTHLAND INVESTMENT COMPANY, LIMITED. ISSUE OF ADDITIONAL SHARES. Offices: 5 Adams Court, Old Broad Street, London. CAPITAL: £500,000 in 100,000 Shares of £5 each. First Issue, 50,000 Shares. The Court of Directors in London of the OTAGO AND SOUTHLAND INVESTMENT COMPANY, Limited, having resolved to issue the remaining 10,000 Reserved Shares of the First Issue of 50,000 Shares in the above Company, have determined, with the view of giving to a more Colonial character, to offer the same in New Zealand. The Company has only been in existence about eight years, and the Dividends paid have been at the rate of Ten per cent. per annum, besides forming a Reserve Fund which now amounts to £5,000, in the benefits from which fund the new Shares will participate. It is proposed to issue the additional Shares at a premium of Five Shillings per Share, and a Call of One Pound per Share will only be required to be paid up: no other call is contemplated. Applications for Shares will be received at the Offices of the Company, Temple Chambers, Princes street, Dunedin, until the 29th April. A. W. MORRIS, Manager. xyxy=(842,585,979,838)
divider xyxy=(842,1085,979,1086)
column-heading: MERCHANTS. xyxy=(549,31,679,41)
fire-ad: FIRE. ATHENÆUM SHOP. WILLIAM GILCHRIST, Painter, Paperhanger, and Glazier, will carry on business in the above shop until his new premises are erected. xyxy=(285,998,407,1055)
brown-ewing-shipments: BROWN, EWING, AND CO. Being in receipt of THE UNDERNOTED SHIPMENTS, ARE NOW SHOWING THE LARGEST AND MOST MAGNIFICENT COLLECTION OF NOVELTIES AND SEASONABLE GOODS They have ever been able to exhibit. The whole of these Shipments have opened up Splendid Value, and have been marked off with the Smallest Remunerative Profits, so that they have every confidence in inviting inspection and comparison. EX VESSELS IN PORT 160 CASES EX VESSELS TO ARRIVE 135 295 CASES IN ALL. BROWN, EWING, AND CO., PRINCES STREET AND MANSE STREET, DUNEDIN. xyxy=(285,535,540,695)
fish-son-ad: H. S. FISH AND SON, having completed the rebuilding of their premises, beg to call attention to their extensive stock of GLASS, LEAD, OILS, COLORS AND PAPERHANGINGS. They are Importers of Wylie and Lochhead's celebrated make of PAPERHANGINGS, and being in receipt of monthly shipments direct from that firm, they are enabled to offer their patrons the largest and best selected assortment of any house in Dunedin and at lower prices. PURCHASERS OF 25 PIECES of one pattern will be treated as wholesale buyers, and receive the advantage of the liberal discount made to them. PRINCES STREET SOUTH, WHOLESALE AND RETAIL. xyxy=(285,780,407,927)
masthead xyxy=(4,4,1110,29)
lower-subcolumns xyxy=(285,699,540,1441)
phosphodyne-ad: Protected by Royal Letters Patent, Dated October 11th, 1869. UNDER DISTINGUISHED PATRONAGE. DR. BRIGHT'S PHOSPHODYNE. A Chemical Preparation of Phosphorus, with the Vegetable Alkaloids Quinia, Cypripedin, Xanthoxylin, &c. Discovered, introduced, and extensively prescribed by Charles Leslie Bright, M.D., Resident Surgeon to St. Mary's Hospital, London. This Phosphatic combination is pronounced by the most eminent members of the Medical Profession to be unequalled for its power in replenishing the vitality of the body, by its supplying all the essential constituents of the blood and nerve substance, and for developing all the powers and functions of the system to the highest degree. It is agreeable to the palate, and innocent in its action, while retaining all its extraordinary properties; and as a specific, surpassing all the known therapeutic agents of the day for the speedy and permanent cure of— Nervous prostration Liver complaints Palpitation of the heart Dizziness Noises in the head and ears Loss of energy and appetite Hypochondria Female complaints General debility Indigestion Flatulence Incapacity for study or business Sick headache Lassitude Shortness of breath Trembling of the hands and limbs Impaired nutrition Mental and physical depression Consumption (in its incipient or first stages only) Eruptions of the skin Impaired sight and memory Nervous fancies Impoverished blood Nervous debility in all its stages Premature decline and all morbid conditions of the system, arising from whatever cause. The action of the Phosphodyne is twofold: on the one hand increasing the principle which constitutes nervous energy, and on the other, the most powerful blood and flesh generating agent known; therefore, a marvellous medicine for renovating impaired and broken-down constitutions. Its administration reanimates the health and vigour, and the effect of the Phosphodyne is the restoration of a healthy body and vigour of mind. The Phosphodyne is recommended, in the treatment of nervous diseases, by the most celebrated members of the profession, and is prescribed for patients of delicate constitutions. Finally, the Phosphodyne maintains a certain degree of activity in the previously debilitated nervous system; its use enables all debilitated organs to return to their sound state, and perform their natural functions. Persons suffering from Nervous Debility, or any of the hundred symptoms which this distressing disease assumes, may rest assured of an effectual and very speedy cure by the judicious use of this most invaluable remedy. SELECT MEDICAL OPINIONS. Sir Charles Locock, Physical Accoucheur to her Majesty the Queen, stated at a meeting of the Royal Medical and Chirurgical Society that in thirteen cases of debility and nervous prostration he had effected permanent cures by the use of Dr Bright's Phosphodyne. Sir Wm. Ferguson, Bart., F.R.S., Surgeon to her Majesty the Queen, says:—"I have frequently prescribed Dr Bright's Phosphodyne, and found it an agreeable and beneficial remedy." Dr Lancaster, the eminent Coroner, says:—"Dr Bright's Phosphodyne is calculated to entirely supersede iron, mercury, sarsaparilla, quinine, and cod liver oil." Dr R. Quain, F.R.C.P., Physician to the Hospital for Consumption, Brompton, remarks:—"It cannot be doubted that this phosphatic preparation will henceforth rank foremost in the treatment of disease." Sir T. Lawrence says:—"I have found Dr Bright's Phosphodyne an excellent remedy in skin diseases." Professor Syme says:—"The effects of the Phosphodyne in obstinate cases of disease are as astonishing as perplexing." Dr Hardwick Jones, F.R.C.P., F.R.S., Physician to St. Mary's Hospital, says:—"In atrophy and general debility, Phosphodyne is a most admirable remedy; it invigorates the nutritive functions, and increases the vital energy." The Lancet considers the Phosphodyne one of the most important additions to the Materia Medica during the last century. DR. BRIGHT'S PHOSPHODYNE Is sold only in cases at L1 1s, containing Two Bottles; and 12s 6d, containing Five Bottles. Also, in Family Cases at L3, containing Sixteen Bottles. To be had of all Chemists and Up-Country Storekeepers throughout the Colonies, from whom pamphlets containing Testimonials may be obtained. Full Directions for Use, in the English, French, and German languages, accompany each Case. Pamphlets containing testimonials may be obtained from all chemists and up-country storekeepers. CAUTION.—Be particular to ask for DR. BRIGHT'S PHOSPHODYNE, as imitations are abroad; and avoid purchasing single Bottles, the Genuine Article being sold in Cases only. Wholesale Agents for New Zealand— KEMPTHORNE, PROSSER, AND CO., DUNEDIN. xyxy=(688,44,833,1037)
scottish-commercial-ad: SCOTTISH COMMERCIAL INSURANCE CO. FIRE, LIFE, AND ANNUITIES. Claims settled in Dunedin. CAPITAL, £1,000,000. WILLIAM BROWN & CO., Agents, High Street. xyxy=(842,842,979,911)
undeniable-fact-ad: AN UNDENIABLE FACT! PIANOFORTES! PIANOFORTES! PIANOFORTES! Copy of letter from Alberto Zelman, Esq., Conductor and Pianist of Lyster and Cagli's Royal Italian Opera Company. "Mr Lewis Solomon, George street. "Dear Sir,—Having been requested while at Ganderdonach to examine the two Pianos sent by you to the Exhibition—one by S. and P. Erard, and the other by John Brinsmead and Son—I have much pleasure in stating, after having thoroughly tested both, that I can with confidence state they are the best uprights Pianos I have seen in the Colony, and most congratulate you on the introduction of so brilliant a class of instruments into New Zealand. "I am, Dear Sir, "Yours faithfully, "ALBERTO ZELMAN." xyxy=(157,658,276,844)
ad-signature: DRIVER, STEWART & CO. xyxy=(37,294,119,302)
to-let-ad: TO LET, or For Sale on Easy Terms, a Commodious Six-roomed House, with large garden, in Russell street. Apply R. Mitchell, Russell street. xyxy=(157,199,276,237)
column-heading: MEDICAL. xyxy=(842,31,979,41)
